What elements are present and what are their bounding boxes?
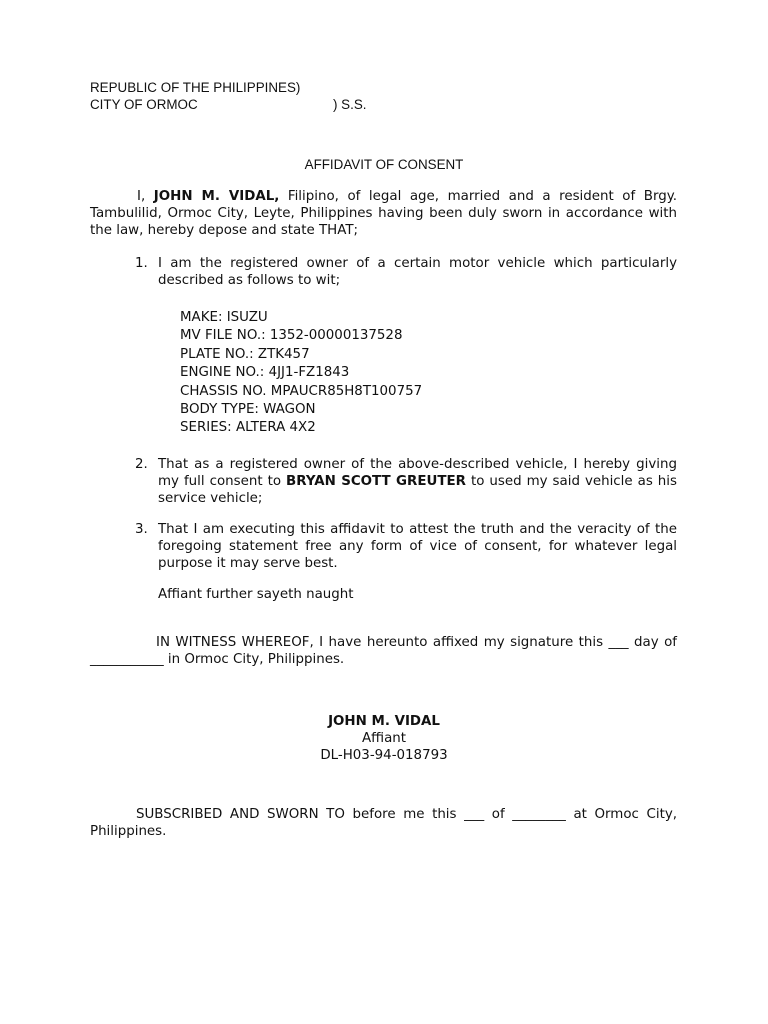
list-item-2 [135,456,677,507]
list-item-number: 3. [135,522,148,537]
consent-recipient-name: BRYAN SCOTT GREUTER [286,474,466,489]
signatory-role: Affiant [361,731,407,746]
list-item-1 [135,255,677,289]
document-title: AFFIDAVIT OF CONSENT [304,157,464,172]
jurat-paragraph: SUBSCRIBED AND SWORN TO before me this ___ of ________ at Ormoc City, Philippines. [90,807,677,839]
venue-block [90,79,367,113]
list-item-3 [135,521,677,572]
vehicle-specs [180,309,422,438]
list-item-text [158,456,677,507]
spec-chassis: CHASSIS NO. MPAUCR85H8T100757 [180,383,423,399]
venue-republic: REPUBLIC OF THE PHILIPPINES) [90,80,301,95]
venue-city-row [90,96,367,113]
list-item-number: 1. [135,256,148,271]
further-statement: Affiant further sayeth naught [158,587,354,602]
spec-make: MAKE: ISUZU [180,310,268,325]
spec-engine: ENGINE NO.: 4JJ1-FZ1843 [180,365,350,381]
list-item-text: That I am executing this affidavit to attest the truth and the veracity of the foregoing statement free any form of vice of consent, for whatever legal purpose it may serve best. [158,522,677,571]
witness-paragraph: IN WITNESS WHEREOF, I have hereunto affixed my signature this ___ day of ___________ in Ormoc City, Philippines. [90,635,677,667]
spec-body-type: BODY TYPE: WAGON [180,402,316,418]
intro-paragraph [90,188,677,239]
intro-prefix: I, [137,189,154,204]
item2-text-before: That as a registered owner of the above-described vehicle, I hereby giving my full consent to [158,457,677,489]
venue-ss: ) S.S. [333,97,367,112]
signature-block [0,713,768,764]
spec-plate: PLATE NO.: ZTK457 [180,346,310,362]
signatory-license: DL-H03-94-018793 [320,748,448,763]
signatory-name: JOHN M. VIDAL [328,714,440,729]
list-item-number: 2. [135,457,148,472]
affiant-name-inline: JOHN M. VIDAL, [153,189,280,204]
venue-city: CITY OF ORMOC [90,97,198,112]
item2-text-after: to used my said vehicle as his service vehicle; [158,474,677,506]
spec-series: SERIES: ALTERA 4X2 [180,420,316,436]
list-item-text: I am the registered owner of a certain motor vehicle which particularly described as follows to wit; [158,256,677,288]
spec-mv-file: MV FILE NO.: 1352-00000137528 [180,328,403,344]
intro-text: Filipino, of legal age, married and a resident of Brgy. Tambulilid, Ormoc City, Leyte, Philippines having been duly sworn in accordance with the law, hereby depose and state THAT; [90,189,677,238]
